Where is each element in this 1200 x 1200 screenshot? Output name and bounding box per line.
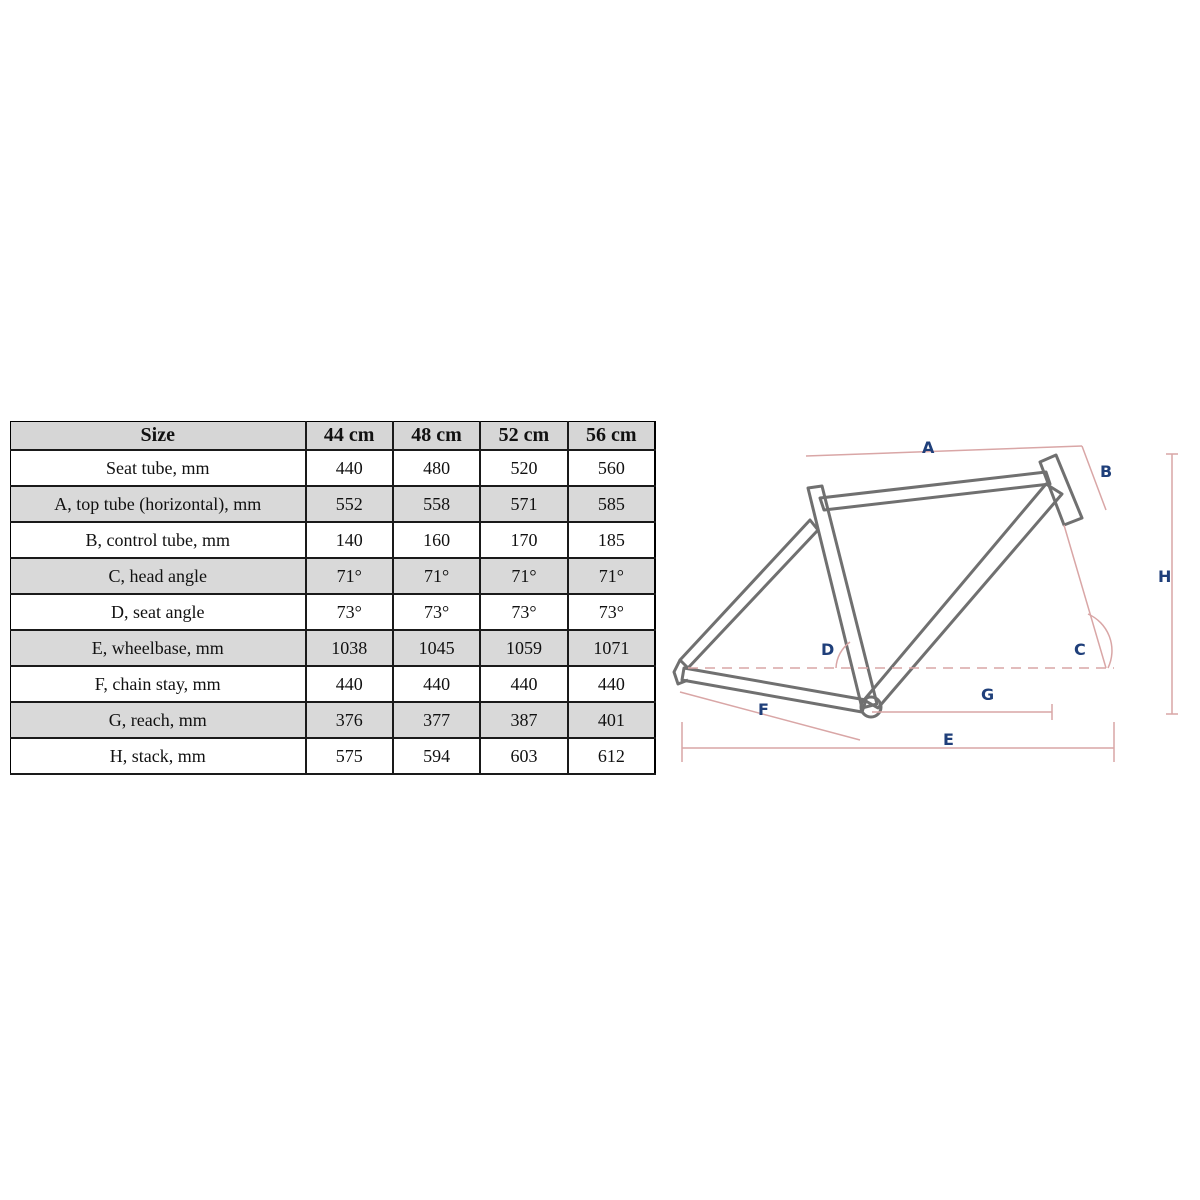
cell-value: 170 (480, 522, 567, 558)
dim-c-arc (1088, 614, 1112, 668)
cell-value: 585 (568, 486, 655, 522)
header-48cm: 48 cm (393, 422, 480, 451)
cell-value: 71° (393, 558, 480, 594)
cell-value: 73° (480, 594, 567, 630)
cell-value: 73° (306, 594, 393, 630)
table-row (11, 450, 656, 486)
table-row (11, 666, 656, 702)
header-52cm: 52 cm (480, 422, 567, 451)
row-label: H, stack, mm (11, 738, 306, 774)
header-56cm: 56 cm (568, 422, 655, 451)
cell-value: 71° (568, 558, 655, 594)
cell-value: 377 (393, 702, 480, 738)
table-row (11, 738, 656, 774)
cell-value: 594 (393, 738, 480, 774)
cell-value: 1071 (568, 630, 655, 666)
cell-value: 73° (568, 594, 655, 630)
cell-value: 480 (393, 450, 480, 486)
header-size: Size (11, 422, 306, 451)
row-label: B, control tube, mm (11, 522, 306, 558)
cell-value: 71° (306, 558, 393, 594)
cell-value: 560 (568, 450, 655, 486)
cell-value: 1059 (480, 630, 567, 666)
cell-value: 73° (393, 594, 480, 630)
seat-stay (680, 520, 818, 668)
row-label: F, chain stay, mm (11, 666, 306, 702)
cell-value: 387 (480, 702, 567, 738)
table-row (11, 702, 656, 738)
cell-value: 160 (393, 522, 480, 558)
cell-value: 575 (306, 738, 393, 774)
cell-value: 185 (568, 522, 655, 558)
geometry-table (10, 421, 656, 775)
bike-frame-diagram (670, 430, 1170, 780)
cell-value: 552 (306, 486, 393, 522)
frame-outline (674, 455, 1082, 717)
row-label: A, top tube (horizontal), mm (11, 486, 306, 522)
seat-tube (808, 486, 877, 708)
table-header-row (11, 422, 656, 451)
row-label: G, reach, mm (11, 702, 306, 738)
label-d: D (821, 640, 835, 659)
label-c: C (1074, 640, 1086, 659)
row-label: E, wheelbase, mm (11, 630, 306, 666)
chain-stay (682, 668, 866, 712)
row-label: C, head angle (11, 558, 306, 594)
dim-f-line (680, 692, 860, 740)
label-g: G (981, 685, 995, 704)
cell-value: 140 (306, 522, 393, 558)
label-f: F (758, 700, 769, 719)
cell-value: 1038 (306, 630, 393, 666)
cell-value: 376 (306, 702, 393, 738)
cell-value: 440 (480, 666, 567, 702)
cell-value: 1045 (393, 630, 480, 666)
cell-value: 440 (306, 450, 393, 486)
cell-value: 440 (568, 666, 655, 702)
cell-value: 401 (568, 702, 655, 738)
label-h: H (1158, 567, 1172, 586)
cell-value: 520 (480, 450, 567, 486)
cell-value: 558 (393, 486, 480, 522)
cell-value: 571 (480, 486, 567, 522)
row-label: D, seat angle (11, 594, 306, 630)
table-row (11, 522, 656, 558)
header-44cm: 44 cm (306, 422, 393, 451)
cell-value: 440 (306, 666, 393, 702)
dim-a-line (806, 446, 1082, 456)
row-label: Seat tube, mm (11, 450, 306, 486)
label-e: E (943, 730, 954, 749)
cell-value: 612 (568, 738, 655, 774)
table-row (11, 594, 656, 630)
label-b: B (1100, 462, 1113, 481)
label-a: A (922, 438, 935, 457)
down-tube (864, 484, 1062, 708)
dimension-labels (758, 438, 1171, 749)
table-row (11, 486, 656, 522)
cell-value: 71° (480, 558, 567, 594)
dimension-lines (680, 446, 1178, 762)
table-row (11, 558, 656, 594)
cell-value: 440 (393, 666, 480, 702)
top-tube (820, 472, 1050, 510)
table-row (11, 630, 656, 666)
cell-value: 603 (480, 738, 567, 774)
